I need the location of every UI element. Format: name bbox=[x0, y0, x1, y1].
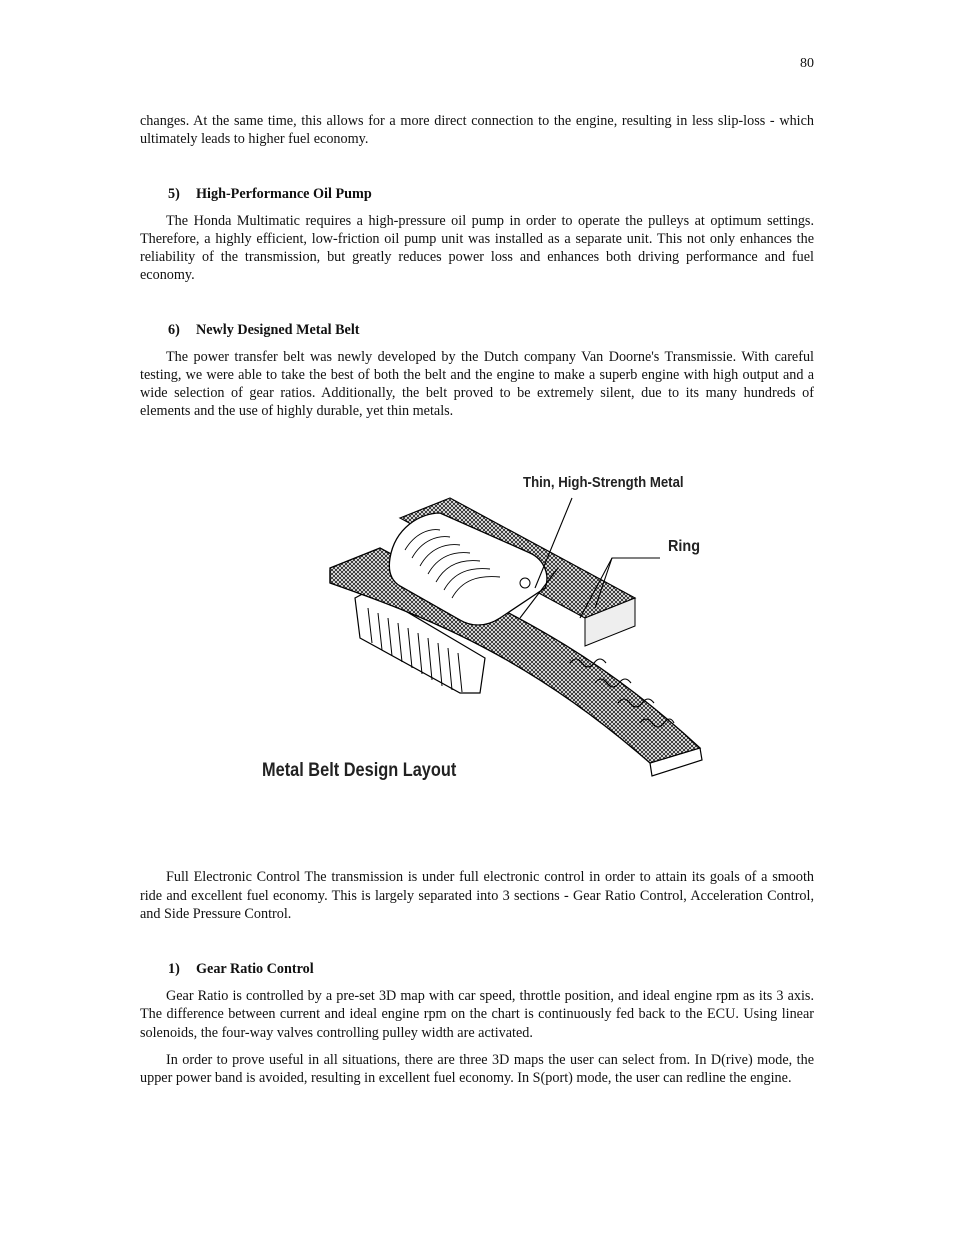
gear-ratio-paragraph: Gear Ratio is controlled by a pre-set 3D map with car speed, throttle position, and ideal engine rpm as its 3 axis. The difference between current and ideal engine rpm on the chart is continuously fed back to the ECU. Using linear solenoids, the four-way valves controlling pulley width are activated. bbox=[140, 988, 814, 1041]
oil-pump-paragraph: The Honda Multimatic requires a high-pressure oil pump in order to operate the pulleys at optimum settings. Therefore, a highly efficient, low-friction oil pump unit was installed as a separate unit. This not only enhances the reliability of the transmission, but greatly reduces power loss and enhances both driving performance and fuel economy. bbox=[140, 212, 814, 284]
heading-metal-belt bbox=[168, 321, 814, 339]
metal-belt-illustration bbox=[140, 458, 814, 868]
heading-number: 1) bbox=[168, 961, 180, 978]
heading-gear-ratio bbox=[168, 960, 814, 978]
heading-title: Gear Ratio Control bbox=[196, 961, 314, 978]
label-ring: Ring bbox=[668, 538, 700, 556]
label-thin-metal: Thin, High-Strength Metal bbox=[523, 474, 684, 492]
element-hole bbox=[520, 578, 530, 588]
electronic-control-paragraph: Full Electronic Control The transmission is under full electronic control in order to attain its goals of a smooth ride and excellent fuel economy. This is largely separated into 3 sections - Gear Ratio Control, Acceleration Control, and Side Pressure Control. bbox=[140, 869, 814, 922]
heading-title: High-Performance Oil Pump bbox=[196, 186, 372, 203]
heading-number: 6) bbox=[168, 322, 180, 339]
metal-belt-figure bbox=[140, 458, 814, 868]
heading-title: Newly Designed Metal Belt bbox=[196, 322, 360, 339]
document-body bbox=[140, 112, 814, 1087]
intro-paragraph: changes. At the same time, this allows for a more direct connection to the engine, resulting in less slip-loss - which ultimately leads to higher fuel economy. bbox=[140, 113, 814, 148]
heading-number: 5) bbox=[168, 186, 180, 203]
heading-oil-pump bbox=[168, 185, 814, 203]
page-number: 80 bbox=[800, 56, 814, 71]
figure-caption: Metal Belt Design Layout bbox=[262, 760, 457, 782]
modes-paragraph: In order to prove useful in all situations, there are three 3D maps the user can select from. In D(rive) mode, the upper power band is avoided, resulting in excellent fuel economy. In S(port) mode, the user can redline the engine. bbox=[140, 1051, 814, 1087]
metal-belt-paragraph: The power transfer belt was newly developed by the Dutch company Van Doorne's Transmissie. With careful testing, we were able to take the best of both the belt and the engine to make a superb engine with high output and a wide selection of gear ratios. Additionally, the belt proved to be extremely silent, due to its many hundreds of elements and the use of highly durable, yet thin metals. bbox=[140, 348, 814, 420]
